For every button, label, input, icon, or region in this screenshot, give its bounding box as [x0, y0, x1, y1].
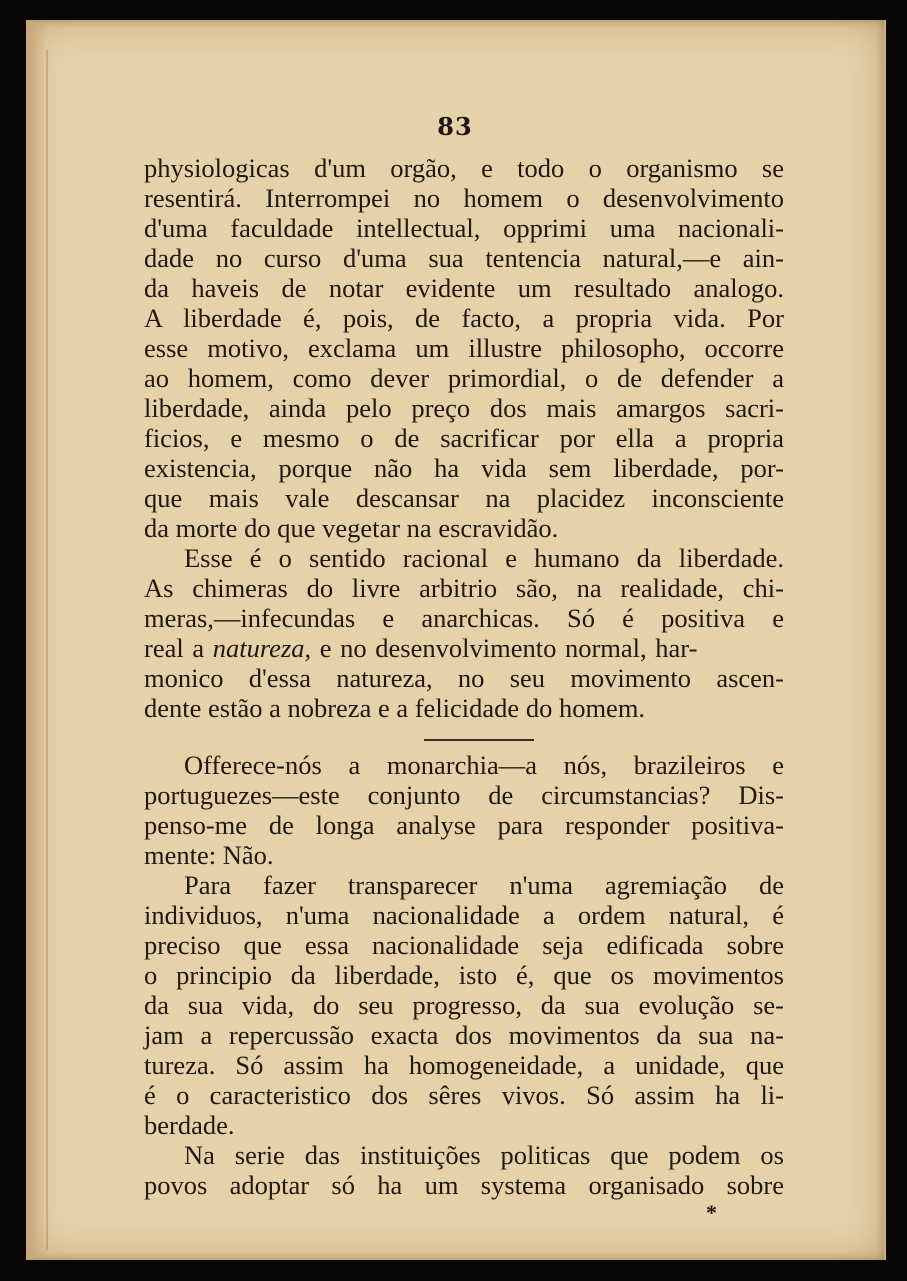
- text-line: liberdade, ainda pelo preço dos mais amargos sacri-: [144, 393, 784, 423]
- text-line: portuguezes—este conjunto de circumstancias? Dis-: [144, 780, 784, 810]
- text-line: o principio da liberdade, isto é, que os movimentos: [144, 960, 784, 990]
- signature-mark: *: [706, 1200, 717, 1225]
- text-line: tureza. Só assim ha homogeneidade, a unidade, que: [144, 1050, 784, 1080]
- text-line: que mais vale descansar na placidez inconsciente: [144, 483, 784, 513]
- text-line: da haveis de notar evidente um resultado analogo.: [144, 273, 784, 303]
- text-line: dade no curso d'uma sua tentencia natural,—e ain-: [144, 243, 784, 273]
- text-line: da morte do que vegetar na escravidão.: [144, 513, 559, 543]
- binding-gutter: [26, 20, 46, 1260]
- text-line: da sua vida, do seu progresso, da sua evolução se-: [144, 990, 784, 1020]
- text-line: A liberdade é, pois, de facto, a propria vida. Por: [144, 303, 784, 333]
- text-line: individuos, n'uma nacionalidade a ordem natural, é: [144, 900, 784, 930]
- section-separator: [424, 739, 534, 741]
- text-line: berdade.: [144, 1110, 235, 1140]
- page-number: 83: [437, 112, 473, 141]
- text-line: Offerece-nós a monarchia—a nós, brazileiros e: [184, 750, 784, 780]
- text-line: povos adoptar só ha um systema organisado sobre: [144, 1170, 784, 1200]
- text-line: physiologicas d'um orgão, e todo o organismo se: [144, 153, 784, 183]
- text-line: mente: Não.: [144, 840, 274, 870]
- page-fold-shadow: [46, 50, 48, 1250]
- book-page: [26, 20, 886, 1260]
- text-line: é o caracteristico dos sêres vivos. Só assim ha li-: [144, 1080, 784, 1110]
- text-line: Na serie das instituições politicas que podem os: [184, 1140, 784, 1170]
- text-segment: e no desenvolvimento normal, har-: [319, 633, 698, 663]
- text-line: d'uma faculdade intellectual, opprimi uma nacionali-: [144, 213, 784, 243]
- text-line-with-emphasis: [144, 633, 784, 663]
- text-line: penso-me de longa analyse para responder positiva-: [144, 810, 784, 840]
- text-line: Esse é o sentido racional e humano da liberdade.: [184, 543, 784, 573]
- text-line: meras,—infecundas e anarchicas. Só é positiva e: [144, 603, 784, 633]
- text-line: dente estão a nobreza e a felicidade do homem.: [144, 693, 646, 723]
- text-line: resentirá. Interrompei no homem o desenvolvimento: [144, 183, 784, 213]
- text-line: esse motivo, exclama um illustre philosopho, occorre: [144, 333, 784, 363]
- text-line: As chimeras do livre arbitrio são, na realidade, chi-: [144, 573, 784, 603]
- text-segment: real a: [144, 633, 205, 663]
- text-line: jam a repercussão exacta dos movimentos da sua na-: [144, 1020, 784, 1050]
- text-line: ficios, e mesmo o de sacrificar por ella a propria: [144, 423, 784, 453]
- emphasized-word: natureza,: [212, 633, 312, 663]
- text-line: monico d'essa natureza, no seu movimento ascen-: [144, 663, 784, 693]
- text-line: existencia, porque não ha vida sem liberdade, por-: [144, 453, 784, 483]
- text-line: preciso que essa nacionalidade seja edificada sobre: [144, 930, 784, 960]
- text-line: Para fazer transparecer n'uma agremiação de: [184, 870, 784, 900]
- text-line: ao homem, como dever primordial, o de defender a: [144, 363, 784, 393]
